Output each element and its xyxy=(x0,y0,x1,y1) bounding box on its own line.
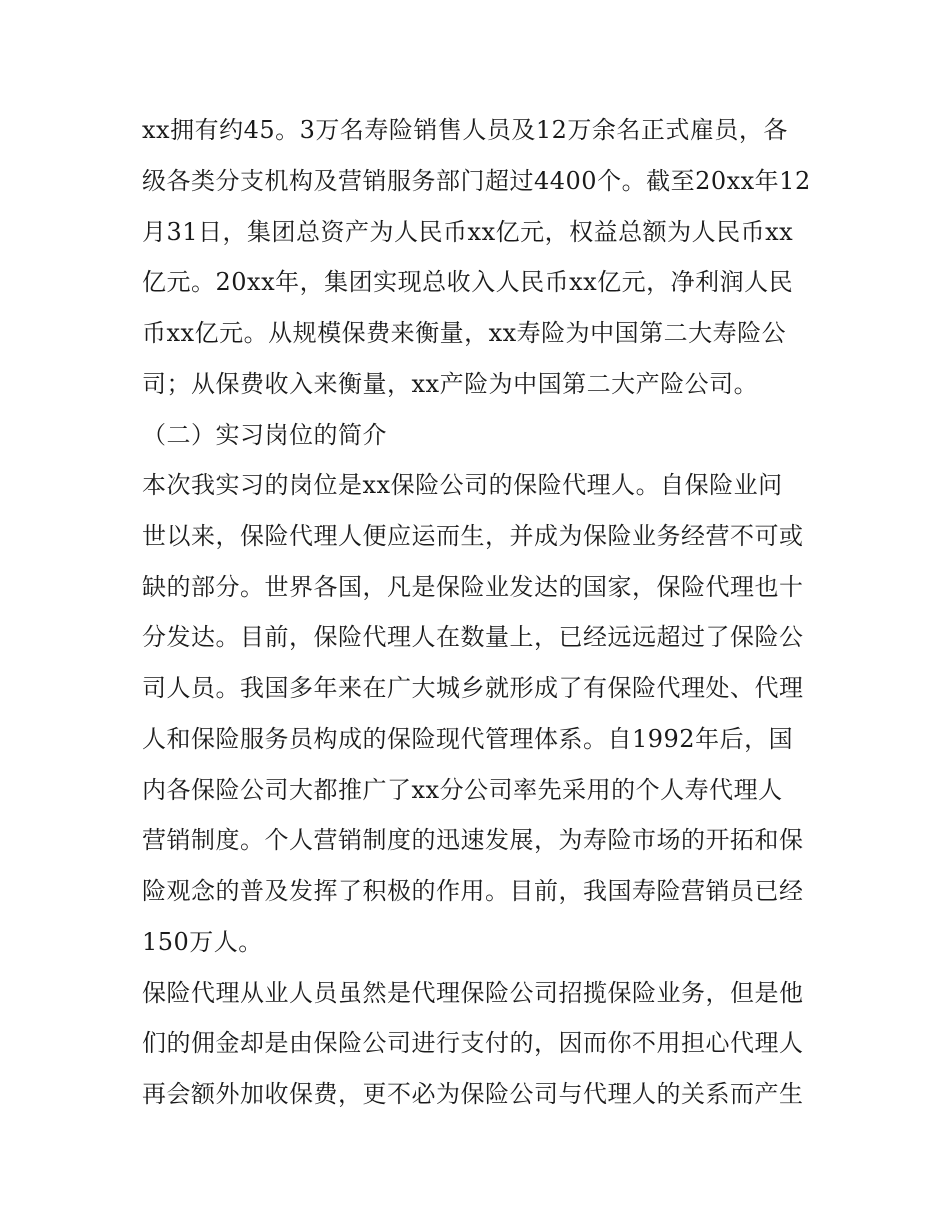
paragraph-line: 们的佣金却是由保险公司进行支付的，因而你不用担心代理人 xyxy=(142,1029,804,1057)
paragraph-line: 司人员。我国多年来在广大城乡就形成了有保险代理处、代理 xyxy=(142,674,804,702)
paragraph-line: 缺的部分。世界各国，凡是保险业发达的国家，保险代理也十 xyxy=(142,573,804,601)
paragraph-line: 亿元。20xx年，集团实现总收入人民币xx亿元，净利润人民 xyxy=(142,268,794,296)
paragraph-line: xx拥有约45。3万名寿险销售人员及12万余名正式雇员，各 xyxy=(142,116,788,144)
paragraph-line: 内各保险公司大都推广了xx分公司率先采用的个人寿代理人 xyxy=(142,776,783,804)
paragraph-line: 人和保险服务员构成的保险现代管理体系。自1992年后，国 xyxy=(142,725,794,753)
paragraph-line: 再会额外加收保费，更不必为保险公司与代理人的关系而产生 xyxy=(142,1080,804,1108)
paragraph-line: 月31日，集团总资产为人民币xx亿元，权益总额为人民币xx xyxy=(142,218,794,246)
paragraph-line: 保险代理从业人员虽然是代理保险公司招揽保险业务，但是他 xyxy=(142,979,804,1007)
paragraph-line: 级各类分支机构及营销服务部门超过4400个。截至20xx年12 xyxy=(142,167,811,195)
paragraph-line: 险观念的普及发挥了积极的作用。目前，我国寿险营销员已经 xyxy=(142,877,804,905)
paragraph-line: 营销制度。个人营销制度的迅速发展，为寿险市场的开拓和保 xyxy=(142,826,804,854)
paragraph-line: 司；从保费收入来衡量，xx产险为中国第二大产险公司。 xyxy=(142,370,759,398)
paragraph-line: 币xx亿元。从规模保费来衡量，xx寿险为中国第二大寿险公 xyxy=(142,319,787,347)
paragraph-line: 本次我实习的岗位是xx保险公司的保险代理人。自保险业问 xyxy=(142,471,783,499)
section-heading: （二）实习岗位的简介 xyxy=(142,421,387,449)
paragraph-line: 世以来，保险代理人便应运而生，并成为保险业务经营不可或 xyxy=(142,522,804,550)
paragraph-line: 分发达。目前，保险代理人在数量上，已经远远超过了保险公 xyxy=(142,623,804,651)
paragraph-line: 150万人。 xyxy=(142,928,263,956)
